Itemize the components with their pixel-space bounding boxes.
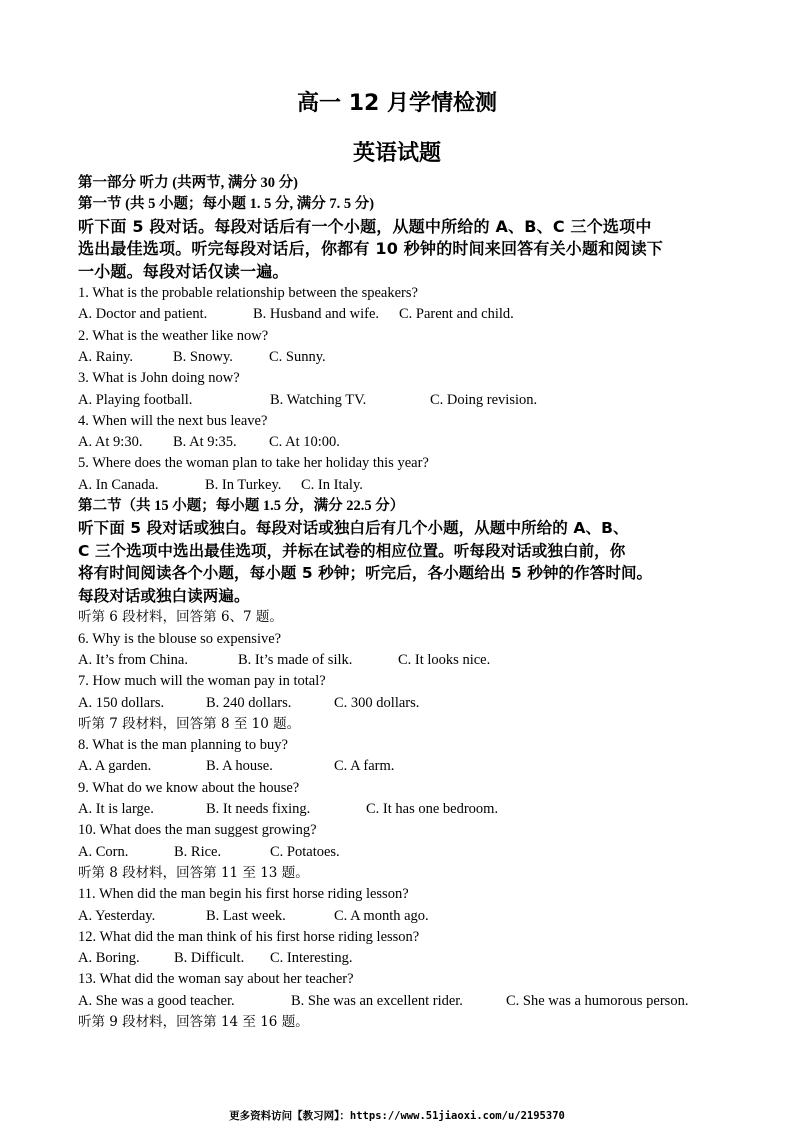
option-a: A. In Canada.	[78, 476, 159, 493]
section1-instruction: 选出最佳选项。听完每段对话后，你都有 10 秒钟的时间来回答有关小题和阅读下	[78, 239, 664, 259]
question-options	[78, 756, 728, 777]
question-options	[78, 991, 728, 1012]
option-b: B. She was an excellent rider.	[291, 992, 463, 1009]
question-options	[78, 432, 728, 453]
question-text: 4. When will the next bus leave?	[78, 412, 268, 429]
option-b: B. Snowy.	[173, 348, 233, 365]
question-text: 12. What did the man think of his first horse riding lesson?	[78, 928, 420, 945]
question-options	[78, 390, 728, 411]
option-b: B. Husband and wife.	[253, 306, 380, 323]
option-a: A. Corn.	[78, 843, 129, 860]
option-a: A. Playing football.	[78, 391, 193, 408]
question-text: 7. How much will the woman pay in total?	[78, 673, 326, 690]
option-b: B. Rice.	[174, 843, 222, 860]
question-text: 5. Where does the woman plan to take her holiday this year?	[78, 455, 429, 472]
footer-link[interactable]: 更多资料访问【教习网】：https://www.51jiaoxi.com/u/2195370	[229, 1110, 565, 1122]
option-a: A. A garden.	[78, 758, 152, 775]
option-b: B. Watching TV.	[270, 391, 367, 408]
section2-instruction: C 三个选项中选出最佳选项，并标在试卷的相应位置。听每段对话或独白前，你	[78, 541, 626, 560]
section2-heading: 第二节（共 15 小题；每小题 1.5 分，满分 22.5 分）	[78, 498, 405, 515]
option-c: C. She was a humorous person.	[506, 992, 689, 1009]
option-a: A. Rainy.	[78, 348, 134, 365]
option-c: C. 300 dollars.	[334, 694, 420, 711]
option-c: C. Potatoes.	[270, 843, 340, 860]
option-c: C. It has one bedroom.	[366, 801, 499, 818]
part1-heading: 第一部分 听力 (共两节, 满分 30 分)	[78, 175, 298, 191]
option-c: C. In Italy.	[301, 476, 363, 493]
option-a: A. She was a good teacher.	[78, 992, 235, 1009]
question-options	[78, 304, 728, 325]
material-note: 听第 6 段材料，回答第 6、7 题。	[78, 609, 283, 626]
question-options	[78, 799, 728, 820]
option-b: B. Last week.	[206, 907, 286, 924]
question-text: 8. What is the man planning to buy?	[78, 737, 288, 754]
question-options	[78, 475, 728, 496]
question-text: 1. What is the probable relationship between the speakers?	[78, 285, 418, 302]
option-a: A. At 9:30.	[78, 434, 143, 451]
question-text: 13. What did the woman say about her teacher?	[78, 971, 354, 988]
option-a: A. Doctor and patient.	[78, 306, 208, 323]
option-c: C. It looks nice.	[398, 651, 491, 668]
option-b: B. It needs fixing.	[206, 801, 311, 818]
option-a: A. Yesterday.	[78, 907, 156, 924]
section2-instruction: 听下面 5 段对话或独白。每段对话或独白后有几个小题，从题中所给的 A、B、	[78, 519, 629, 538]
option-c: C. At 10:00.	[269, 434, 340, 451]
option-a: A. It is large.	[78, 801, 154, 818]
option-a: A. Boring.	[78, 950, 140, 967]
section2-instruction: 将有时间阅读各个小题，每小题 5 秒钟；听完后，各小题给出 5 秒钟的作答时间。	[78, 564, 653, 583]
question-options	[78, 650, 728, 671]
question-text: 9. What do we know about the house?	[78, 779, 300, 796]
question-options	[78, 906, 728, 927]
question-text: 10. What does the man suggest growing?	[78, 822, 317, 839]
question-options	[78, 347, 728, 368]
option-b: B. Difficult.	[174, 950, 245, 967]
question-text: 11. When did the man begin his first horse riding lesson?	[78, 886, 409, 903]
question-options	[78, 948, 728, 969]
section2-instruction: 每段对话或独白读两遍。	[78, 586, 250, 605]
option-c: C. Sunny.	[269, 348, 326, 365]
option-c: C. Interesting.	[270, 950, 353, 967]
option-c: C. Parent and child.	[399, 306, 514, 323]
question-text: 6. Why is the blouse so expensive?	[78, 630, 282, 647]
section1-heading: 第一节 (共 5 小题；每小题 1. 5 分, 满分 7. 5 分)	[78, 196, 375, 213]
question-text: 3. What is John doing now?	[78, 370, 240, 387]
option-b: B. At 9:35.	[173, 434, 237, 451]
option-c: C. A month ago.	[334, 907, 429, 924]
option-b: B. 240 dollars.	[206, 694, 292, 711]
material-note: 听第 9 段材料，回答第 14 至 16 题。	[78, 1014, 309, 1030]
option-b: B. In Turkey.	[205, 476, 282, 493]
exam-content	[78, 173, 728, 1033]
option-c: C. Doing revision.	[430, 391, 538, 408]
option-b: B. A house.	[206, 758, 273, 775]
option-a: A. It’s from China.	[78, 651, 188, 668]
option-c: C. A farm.	[334, 758, 395, 775]
exam-subtitle: 英语试题	[352, 141, 441, 166]
option-a: A. 150 dollars.	[78, 694, 165, 711]
question-text: 2. What is the weather like now?	[78, 327, 269, 344]
exam-title: 高一 12 月学情检测	[297, 91, 497, 116]
question-options	[78, 842, 728, 863]
section1-instruction: 听下面 5 段对话。每段对话后有一个小题，从题中所给的 A、B、C 三个选项中	[78, 216, 652, 236]
question-options	[78, 693, 728, 714]
material-note: 听第 8 段材料，回答第 11 至 13 题。	[78, 864, 309, 881]
material-note: 听第 7 段材料，回答第 8 至 10 题。	[78, 715, 301, 732]
section1-instruction: 一小题。每段对话仅读一遍。	[78, 261, 289, 281]
option-b: B. It’s made of silk.	[238, 651, 353, 668]
